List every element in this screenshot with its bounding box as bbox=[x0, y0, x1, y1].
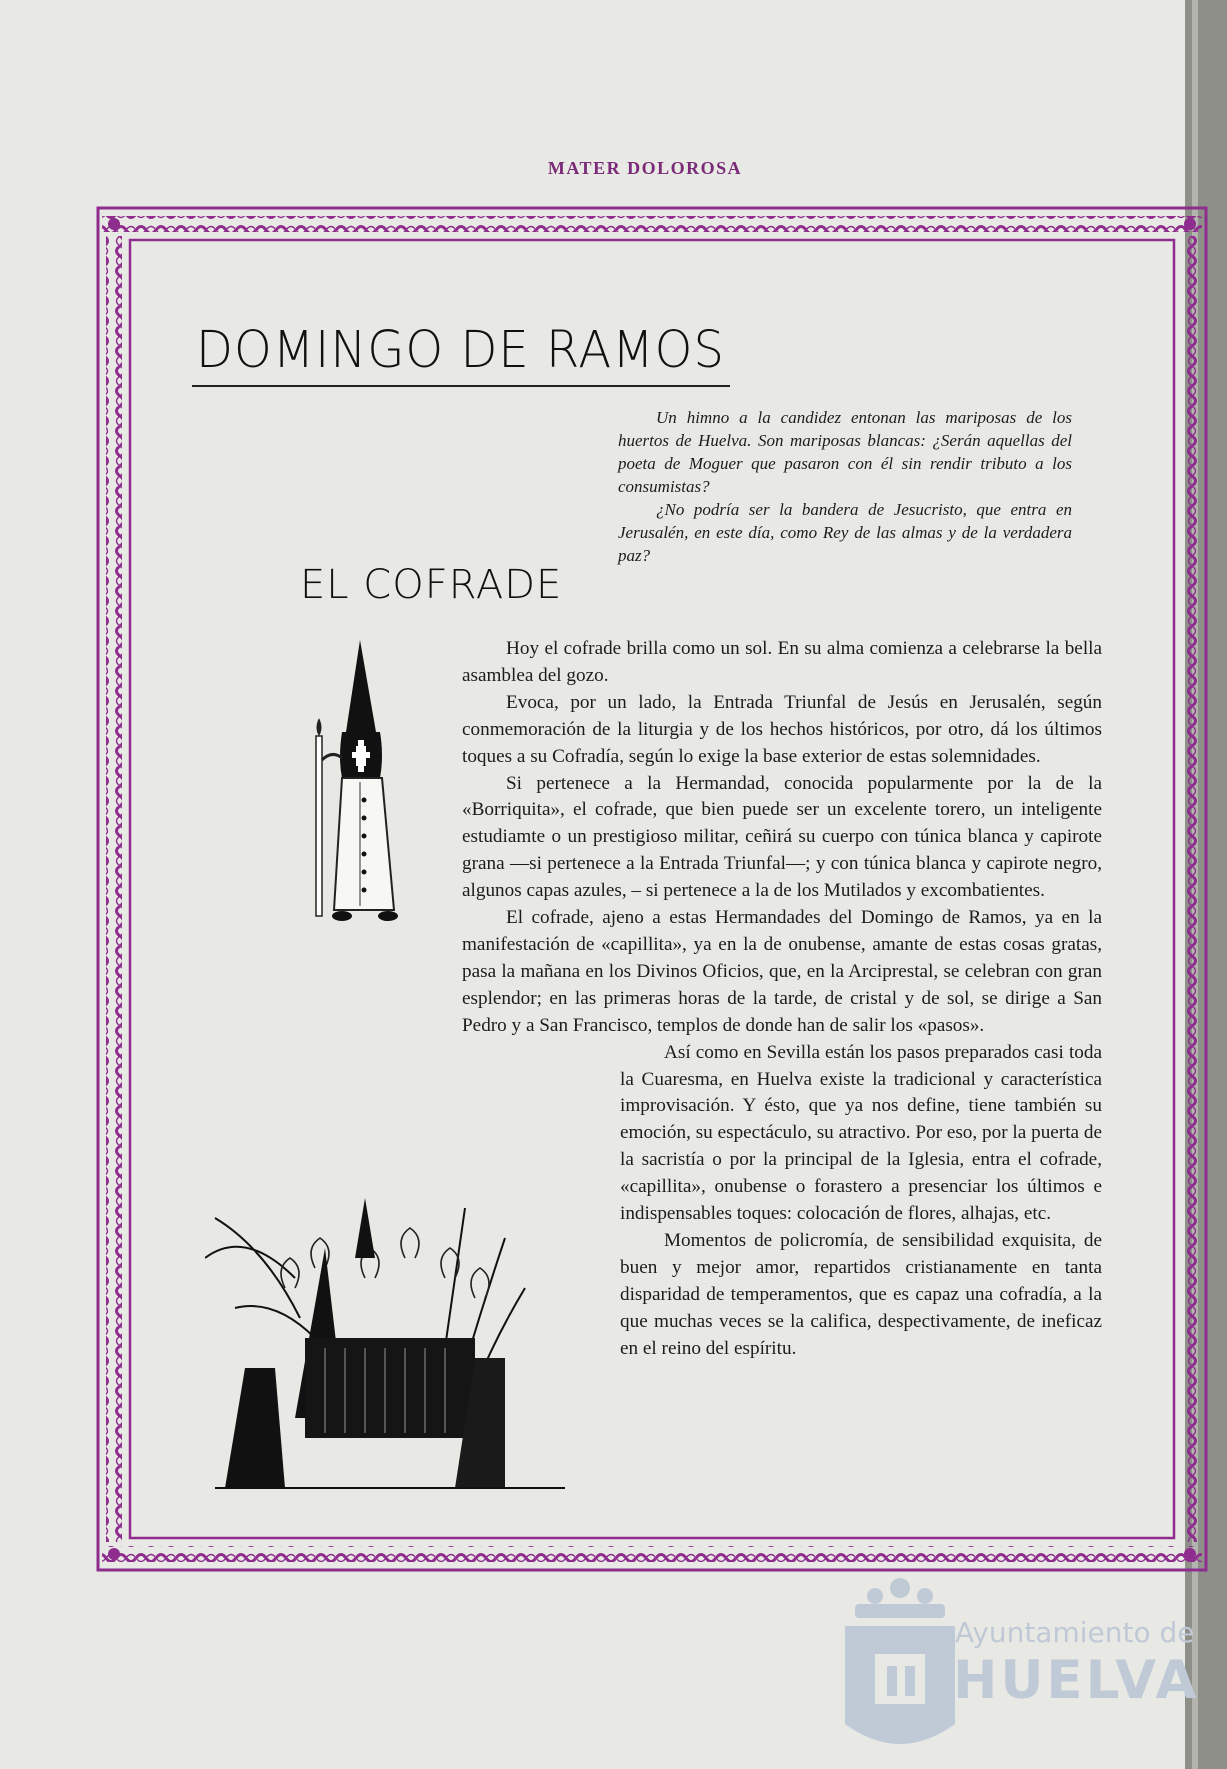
body-paragraph: Así como en Sevilla están los pasos preparados casi toda la Cuaresma, en Huelva existe la tradicional y característica improvisación. Y ésto, que ya nos define, tiene también su emoción, su espectáculo, su atractivo. Por eso, por la puerta de la sacristía o por la principal de la Iglesia, entra el cofrade, «capillita», onubense o forastero a presenciar los últimos e indispensables toques: colocación de flores, alhajas, etc. bbox=[620, 1041, 1102, 1225]
body-paragraph: Hoy el cofrade brilla como un sol. En su alma comienza a celebrarse la bella asamblea del gozo. bbox=[462, 638, 1102, 686]
body-paragraph: Si pertenece a la Hermandad, conocida popularmente por la de la «Borriquita», el cofrade, que bien puede ser un excelente torero, un inteligente estudiamte o un prestigioso militar, ceñirá su cuerpo con túnica blanca y capirote grana —si pertenece a la Entrada Triunfal—; y con túnica blanca y capirote negro, algunos capas azules, – si pertenece a la de los Mutilados y excombatientes. bbox=[462, 772, 1102, 902]
intro-paragraph: Un himno a la candidez entonan las mariposas de los huertos de Huelva. Son mariposas blancas: ¿Serán aquellas del poeta de Moguer que pasaron con él sin rendir tributo a los consumistas? bbox=[618, 408, 1072, 496]
article-title: DOMINGO DE RAMOS bbox=[196, 320, 725, 380]
intro-epigraph bbox=[618, 406, 1072, 567]
body-paragraph: Evoca, por un lado, la Entrada Triunfal de Jesús en Jerusalén, según conmemoración de la liturgia y de los hechos históricos, por otro, dá los últimos toques a su Cofradía, según lo exige la base exterior de estas solemnidades. bbox=[462, 691, 1102, 767]
watermark-city: HUELVA bbox=[953, 1650, 1200, 1711]
body-paragraph: Momentos de policromía, de sensibilidad exquisita, de buen y mejor amor, repartidos cristianamente en tanta disparidad de temperamentos, que es capaz una cofradía, a la que muchas veces se la califica, despectivamente, de ineficaz en el reino del espíritu. bbox=[620, 1229, 1102, 1359]
intro-paragraph: ¿No podría ser la bandera de Jesucristo, que entra en Jerusalén, en este día, como Rey de las almas y de la verdadera paz? bbox=[618, 500, 1072, 565]
watermark-name: Ayuntamiento de bbox=[955, 1616, 1195, 1649]
section-title: EL COFRADE bbox=[300, 562, 563, 608]
title-underline bbox=[192, 385, 730, 387]
cofrade-illustration bbox=[302, 640, 428, 940]
body-paragraph: El cofrade, ajeno a estas Hermandades del Domingo de Ramos, ya en la manifestación de «capillita», ya en la de onubense, amante de estas cosas gratas, pasa la mañana en los Divinos Oficios, que, en la Arciprestal, se celebran con gran esplendor; en las primeras horas de la tarde, de cristal y de sol, se dirige a San Pedro y a San Francisco, templos de donde han de salir los «pasos». bbox=[462, 907, 1102, 1036]
pasos-illustration bbox=[205, 1188, 575, 1498]
running-header: MATER DOLOROSA bbox=[547, 158, 743, 178]
